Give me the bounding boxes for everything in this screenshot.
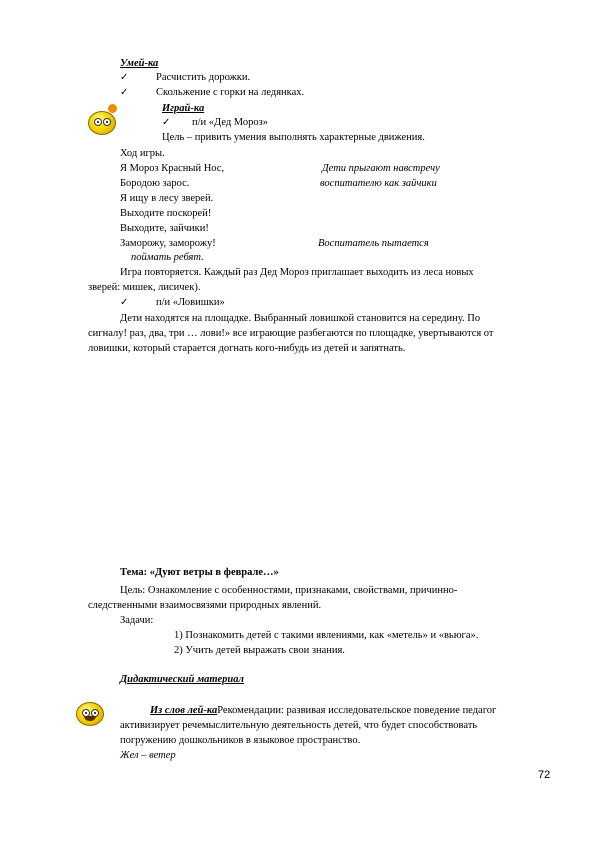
page-number: 72: [538, 769, 551, 781]
game-title: п/и «Дед Мороз»: [192, 117, 269, 128]
poem-line: Бородою зарос.: [120, 178, 190, 189]
words-label: Из слов лей-ка: [150, 705, 218, 716]
smiley-icon: [88, 111, 116, 135]
theme-goal: следственными взаимосвязями природных явлений.: [88, 600, 322, 611]
words-text: активизирует речемыслительную деятельность детей, что будет способствовать: [120, 720, 478, 731]
game2-text: ловишки, который старается догнать кого-нибудь из детей и запятнать.: [88, 343, 406, 354]
poem-line: Я Мороз Красный Нос,: [120, 163, 225, 174]
poem-note: поймать ребят.: [131, 252, 204, 263]
didactic-heading: Дидактический материал: [120, 674, 244, 685]
theme-title: Тема: «Дуют ветры в феврале…»: [120, 567, 279, 578]
repeat-text: зверей: мишек, лисичек).: [88, 282, 201, 293]
game-goal: Цель – привить умения выполнять характерные движения.: [162, 132, 425, 143]
check-icon: ✓: [120, 72, 129, 83]
theme-goal: Цель: Ознакомление с особенностями, признаками, свойствами, причинно-: [120, 585, 458, 596]
task-item: 2) Учить детей выражать свои знания.: [174, 645, 345, 656]
check-icon: ✓: [120, 87, 129, 98]
heading-umeyka: Умей-ка: [120, 58, 159, 69]
game-course: Ход игры.: [120, 148, 165, 159]
game2-text: Дети находятся на площадке. Выбранный ловишкой становится на середину. По: [120, 313, 481, 324]
tasks-label: Задачи:: [120, 615, 154, 626]
task-item: 1) Познакомить детей с такими явлениями, как «метель» и «вьюга».: [174, 630, 479, 641]
smiley-icon: [76, 702, 104, 726]
words-paragraph: [150, 704, 496, 718]
list-item: Расчистить дорожки.: [156, 72, 251, 83]
poem-line: Выходите, зайчики!: [120, 223, 209, 234]
game2-title: п/и «Ловишки»: [156, 297, 225, 308]
poem-line: Заморожу, заморожу!: [120, 238, 216, 249]
poem-line: Выходите поскорей!: [120, 208, 212, 219]
poem-note: Дети прыгают навстречу: [322, 163, 440, 174]
check-icon: ✓: [120, 297, 129, 308]
check-icon: ✓: [162, 117, 171, 128]
words-text: Жел – ветер: [120, 750, 176, 761]
heading-igrayka: Играй-ка: [162, 103, 205, 114]
repeat-text: Игра повторяется. Каждый раз Дед Мороз приглашает выходить из леса новых: [120, 267, 474, 278]
poem-note: воспитателю как зайчики: [320, 178, 437, 189]
smiley-icon: [108, 104, 117, 113]
list-item: Скольжение с горки на ледянках.: [156, 87, 305, 98]
words-text: Рекомендации: развивая исследовательское поведение педагог: [217, 705, 497, 716]
words-text: погружению дошкольников в языковое пространство.: [120, 735, 361, 746]
poem-note: Воспитатель пытается: [318, 238, 429, 249]
game2-text: сигналу! раз, два, три … лови!» все играющие разбегаются по площадке, увертываются от: [88, 328, 494, 339]
poem-line: Я ищу в лесу зверей.: [120, 193, 214, 204]
